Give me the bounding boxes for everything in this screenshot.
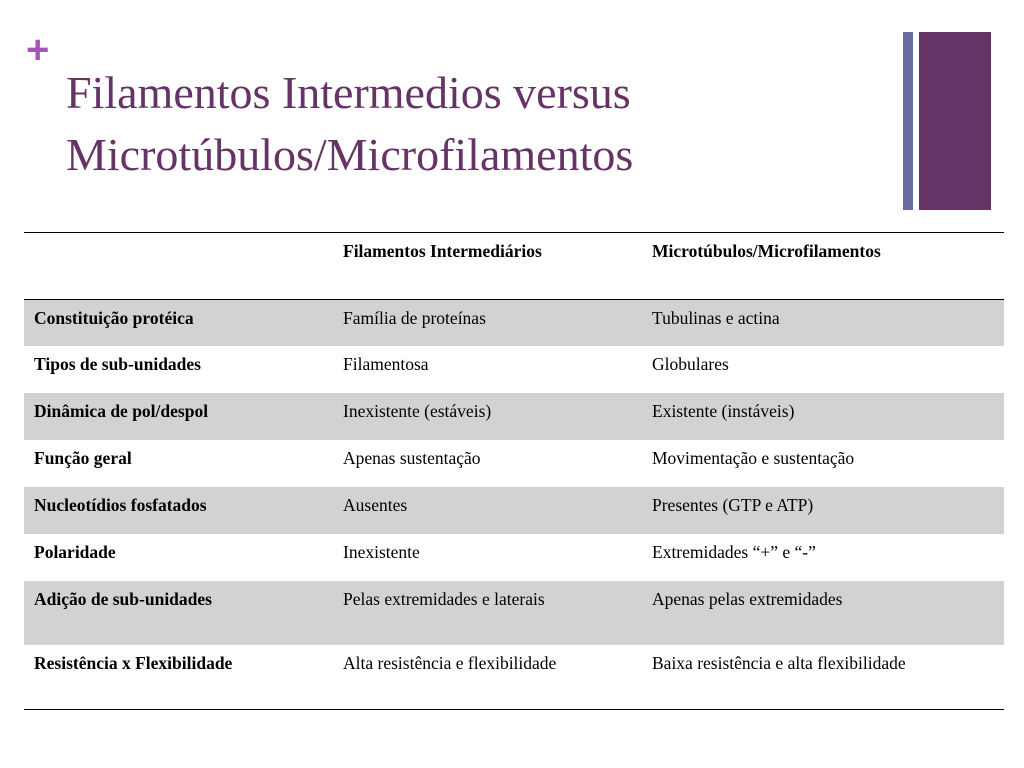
cell-microtubulos-microfilamentos: Apenas pelas extremidades [642, 581, 1004, 645]
cell-microtubulos-microfilamentos: Baixa resistência e alta flexibilidade [652, 653, 906, 673]
cell-microtubulos-microfilamentos: Existente (instáveis) [642, 393, 1004, 440]
cell-filamentos-intermediarios: Inexistente (estáveis) [333, 393, 642, 440]
decorative-bar-thick [919, 32, 991, 210]
comparison-table [24, 233, 1004, 709]
comparison-table-container [24, 232, 1004, 710]
cell-microtubulos-microfilamentos: Presentes (GTP e ATP) [642, 487, 1004, 534]
row-label: Adição de sub-unidades [24, 581, 333, 645]
cell-filamentos-intermediarios: Ausentes [333, 487, 642, 534]
row-label: Polaridade [34, 542, 116, 562]
slide-title [66, 62, 886, 186]
cell-filamentos-intermediarios: Família de proteínas [333, 299, 642, 346]
table-row [24, 581, 1004, 645]
cell-filamentos-intermediarios: Pelas extremidades e laterais [333, 581, 642, 645]
cell-filamentos-intermediarios: Inexistente [343, 542, 420, 562]
header-filamentos-intermediarios: Filamentos Intermediários [343, 241, 542, 261]
row-label: Função geral [34, 448, 132, 468]
row-label: Nucleotídios fosfatados [24, 487, 333, 534]
cell-filamentos-intermediarios: Filamentosa [343, 354, 429, 374]
cell-microtubulos-microfilamentos: Tubulinas e actina [642, 299, 1004, 346]
table-row [24, 534, 1004, 581]
plus-icon: + [26, 28, 50, 72]
slide-title-line-2: Microtúbulos/Microfilamentos [66, 129, 634, 180]
header-microtubulos-microfilamentos: Microtúbulos/Microfilamentos [652, 241, 881, 261]
cell-filamentos-intermediarios: Alta resistência e flexibilidade [343, 653, 557, 673]
slide-title-line-1: Filamentos Intermedios versus [66, 67, 631, 118]
row-label: Tipos de sub-unidades [34, 354, 201, 374]
table-row [24, 487, 1004, 534]
row-label: Resistência x Flexibilidade [34, 653, 233, 673]
row-label: Constituição protéica [24, 299, 333, 346]
table-row [24, 440, 1004, 487]
cell-microtubulos-microfilamentos: Globulares [652, 354, 729, 374]
decorative-bar-thin [903, 32, 913, 210]
cell-filamentos-intermediarios: Apenas sustentação [343, 448, 481, 468]
table-row [24, 299, 1004, 346]
table-header-row [24, 233, 1004, 299]
cell-microtubulos-microfilamentos: Extremidades “+” e “-” [652, 542, 816, 562]
table-row [24, 393, 1004, 440]
table-row [24, 645, 1004, 709]
table-row [24, 346, 1004, 393]
row-label: Dinâmica de pol/despol [24, 393, 333, 440]
cell-microtubulos-microfilamentos: Movimentação e sustentação [652, 448, 855, 468]
header-cell-empty [24, 233, 333, 299]
